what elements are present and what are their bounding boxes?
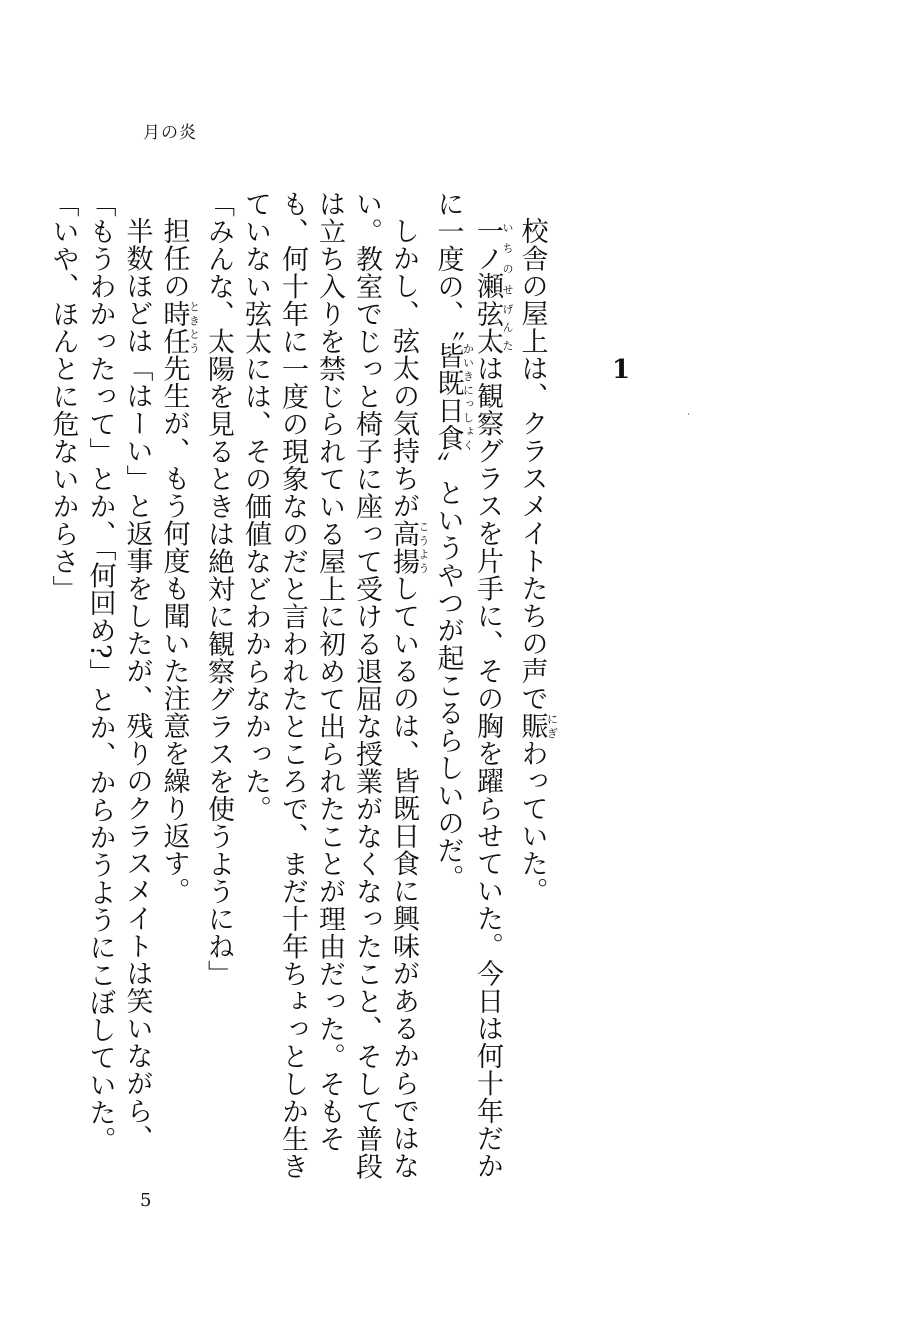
paragraph-1 bbox=[514, 190, 559, 1190]
paragraph-2 bbox=[430, 190, 514, 1190]
ruby-annotation: 弦太げんた bbox=[472, 299, 514, 355]
text-run: しているのは、皆既日食に興味があるからではない。教室でじっと椅子に座って受ける退屈な授業がなくなったこと、そして普段は立ち入りを禁じられている屋上に初めて出られたことが理由だった。そもそも、何十年に一度の現象なのだと言われたところで、まだ十年ちょっとしか生きていない弦太には、その価値などわからなかった。 bbox=[240, 190, 419, 1180]
text-run: 担任の bbox=[158, 217, 190, 300]
ruby-annotation: 高揚こうよう bbox=[388, 519, 430, 575]
ruby-annotation: 既日食きにっしょく bbox=[432, 369, 475, 452]
text-run: 〟というやつが起こるらしいのだ。 bbox=[432, 451, 464, 892]
text-run: 校舎の屋上は、クラスメイトたちの声で bbox=[516, 217, 548, 712]
text-run: 「みんな、太陽を見るときは絶対に観察グラスを使うようにね」 bbox=[203, 190, 234, 988]
ruby-annotation: 賑にぎ bbox=[516, 712, 559, 740]
ruby-annotation: 時任ときとう bbox=[158, 299, 201, 355]
print-speck bbox=[688, 413, 689, 415]
text-run: は観察グラスを片手に、その胸を躍らせていた。今日は何十年だかに一度の、〝 bbox=[432, 190, 503, 1180]
page-number: 5 bbox=[140, 1190, 152, 1211]
paragraph-5 bbox=[156, 190, 201, 1190]
text-run: わっていた。 bbox=[516, 739, 548, 905]
ruby-annotation: 一ノ瀬いちのせ bbox=[472, 217, 514, 300]
chapter-number: 1 bbox=[612, 355, 631, 385]
text-run: 先生が、もう何度も聞いた注意を繰り返す。 bbox=[158, 354, 190, 905]
ruby-annotation: 皆かい bbox=[432, 341, 475, 369]
text-run: 半数ほどは「はーい」と返事をしたが、残りのクラスメイトは笑いながら、「もうわかったって」とか、「何回め?」とか、からかうようにこぼしていた。 bbox=[84, 190, 153, 1154]
body-text bbox=[47, 190, 559, 1190]
text-run: しかし、弦太の気持ちが bbox=[388, 217, 419, 520]
running-header: 月の炎 bbox=[143, 123, 197, 143]
dialogue-line bbox=[200, 190, 237, 1190]
paragraph-6 bbox=[82, 190, 156, 1190]
paragraph-3 bbox=[237, 190, 430, 1190]
dialogue-line bbox=[45, 190, 82, 1190]
text-run: 「いや、ほんとに危ないからさ」 bbox=[47, 190, 79, 603]
